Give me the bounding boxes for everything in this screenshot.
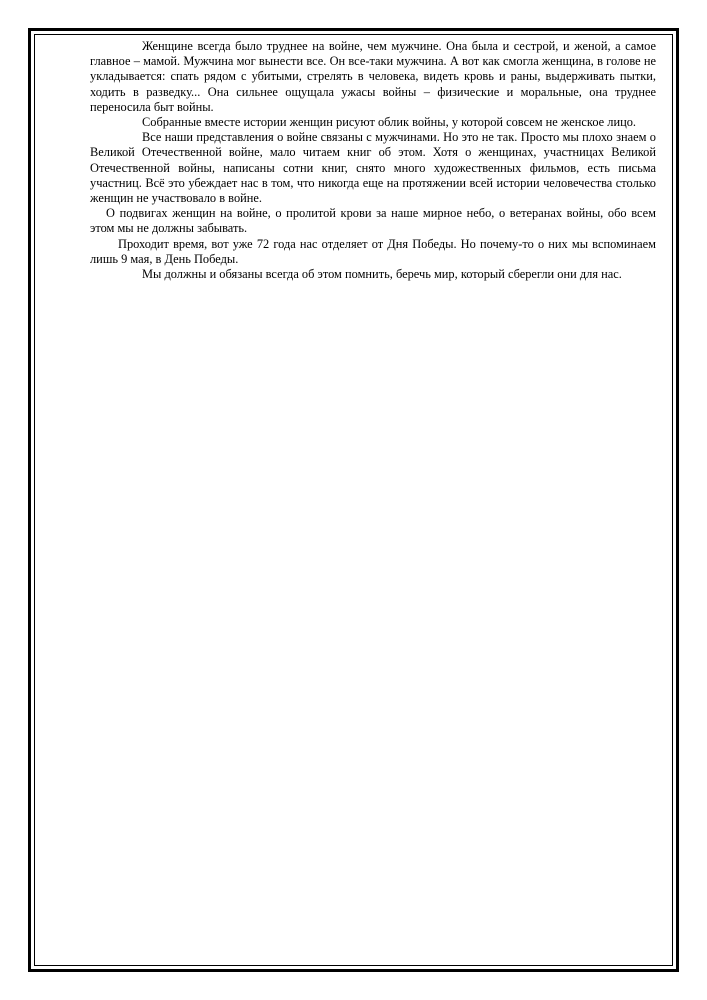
paragraph-time-passes: Проходит время, вот уже 72 года нас отделяет от Дня Победы. Но почему-то о них мы вспоминаем лишь 9 мая, в День Победы. [90, 236, 656, 266]
paragraph-heroism: О подвигах женщин на войне, о пролитой крови за наше мирное небо, о ветеранах войны, обо всем этом мы не должны забывать. [90, 206, 656, 236]
paragraph-women-hardship: Женщине всегда было труднее на войне, чем мужчине. Она была и сестрой, и женой, а самое главное – мамой. Мужчина мог вынести все. Он все-таки мужчина. А вот как смогла женщина, в голове не укладывается: спать рядом с убитыми, стрелять в человека, видеть кровь и раны, выдерживать пытки, ходить в разведку... Она сильнее ощущала ужасы войны – физические и моральные, она труднее переносила быт войны. [90, 39, 656, 114]
paragraph-stories: Собранные вместе истории женщин рисуют облик войны, у которой совсем не женское лицо. [142, 115, 637, 130]
paragraph-remember: Мы должны и обязаны всегда об этом помнить, беречь мир, который сберегли они для нас. [142, 267, 622, 282]
document-body [90, 39, 656, 282]
paragraph-perceptions: Все наши представления о войне связаны с мужчинами. Но это не так. Просто мы плохо знаем о Великой Отечественной войне, мало читаем книг об этом. Хотя о женщинах, участницах Великой Отечественной войны, написаны сотни книг, снято много художественных фильмов, есть письма участниц. Всё это убеждает нас в том, что никогда еще на протяжении всей истории человечества столько женщин не участвовало в войне. [90, 130, 656, 206]
